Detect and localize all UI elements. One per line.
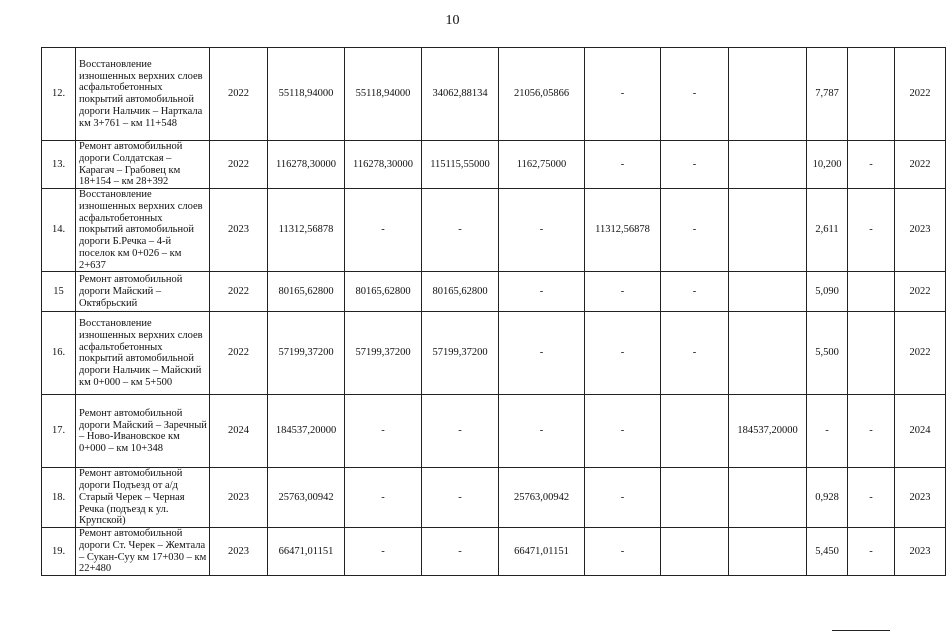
start-year: 2023 [210,528,268,576]
cost-col-2: 57199,37200 [422,312,499,395]
cost-col-2: 34062,88134 [422,48,499,141]
start-year: 2022 [210,141,268,189]
total-cost: 55118,94000 [268,48,345,141]
end-year: 2023 [895,468,946,528]
cost-col-3: 66471,01151 [499,528,585,576]
extra-col [848,312,895,395]
cost-col-1: 116278,30000 [345,141,422,189]
cost-col-2: - [422,528,499,576]
road-name: Восстановление изношенных верхних слоев асфальтобетонных покрытий автомобильной дороги Нальчик – Нарткала км 3+761 – км 11+548 [76,48,210,141]
cost-col-1: - [345,528,422,576]
length-km: 5,090 [807,272,848,312]
table-row [42,48,946,141]
total-cost: 80165,62800 [268,272,345,312]
row-number: 15 [42,272,76,312]
footer-line [832,630,890,631]
cost-col-2: - [422,395,499,468]
cost-col-6: 184537,20000 [729,395,807,468]
end-year: 2022 [895,48,946,141]
cost-col-2: - [422,468,499,528]
length-km: 10,200 [807,141,848,189]
cost-col-6 [729,189,807,272]
cost-col-2: 80165,62800 [422,272,499,312]
length-km: 5,450 [807,528,848,576]
extra-col: - [848,528,895,576]
start-year: 2022 [210,312,268,395]
cost-col-4: 11312,56878 [585,189,661,272]
cost-col-5: - [661,141,729,189]
total-cost: 25763,00942 [268,468,345,528]
end-year: 2022 [895,141,946,189]
cost-col-5: - [661,189,729,272]
cost-col-3: 1162,75000 [499,141,585,189]
cost-col-4: - [585,395,661,468]
extra-col: - [848,468,895,528]
start-year: 2023 [210,468,268,528]
end-year: 2022 [895,272,946,312]
cost-col-5 [661,395,729,468]
end-year: 2022 [895,312,946,395]
cost-col-1: - [345,468,422,528]
end-year: 2023 [895,528,946,576]
road-name: Ремонт автомобильной дороги Солдатская – Карагач – Грабовец км 18+154 – км 28+392 [76,141,210,189]
start-year: 2022 [210,272,268,312]
road-name: Ремонт автомобильной дороги Майский – Заречный – Ново-Ивановское км 0+000 – км 10+348 [76,395,210,468]
cost-col-3: - [499,189,585,272]
extra-col: - [848,395,895,468]
cost-col-5: - [661,312,729,395]
table-row [42,528,946,576]
length-km: - [807,395,848,468]
row-number: 16. [42,312,76,395]
total-cost: 116278,30000 [268,141,345,189]
length-km: 0,928 [807,468,848,528]
extra-col: - [848,189,895,272]
total-cost: 184537,20000 [268,395,345,468]
cost-col-5 [661,468,729,528]
table-row [42,189,946,272]
cost-col-3: - [499,395,585,468]
row-number: 19. [42,528,76,576]
road-works-table [41,47,946,576]
road-name: Ремонт автомобильной дороги Майский – Октябрьский [76,272,210,312]
road-name: Ремонт автомобильной дороги Ст. Черек – Жемтала – Сукан-Суу км 17+030 – км 22+480 [76,528,210,576]
cost-col-3: - [499,272,585,312]
cost-col-1: - [345,395,422,468]
cost-col-5: - [661,272,729,312]
length-km: 7,787 [807,48,848,141]
road-name: Ремонт автомобильной дороги Подъезд от а/д Старый Черек – Черная Речка (подъезд к ул. Крупской) [76,468,210,528]
cost-col-6 [729,48,807,141]
table-row [42,312,946,395]
end-year: 2024 [895,395,946,468]
road-name: Восстановление изношенных верхних слоев асфальтобетонных покрытий автомобильной дороги Б.Речка – 4-й поселок км 0+026 – км 2+637 [76,189,210,272]
row-number: 18. [42,468,76,528]
table-row [42,141,946,189]
row-number: 13. [42,141,76,189]
cost-col-4: - [585,312,661,395]
cost-col-6 [729,141,807,189]
cost-col-3: 21056,05866 [499,48,585,141]
cost-col-1: - [345,189,422,272]
start-year: 2022 [210,48,268,141]
cost-col-2: 115115,55000 [422,141,499,189]
start-year: 2023 [210,189,268,272]
cost-col-2: - [422,189,499,272]
cost-col-6 [729,528,807,576]
cost-col-3: - [499,312,585,395]
row-number: 17. [42,395,76,468]
table-row [42,272,946,312]
table-row [42,468,946,528]
total-cost: 66471,01151 [268,528,345,576]
cost-col-6 [729,468,807,528]
cost-col-4: - [585,272,661,312]
row-number: 12. [42,48,76,141]
cost-col-5: - [661,48,729,141]
length-km: 5,500 [807,312,848,395]
cost-col-4: - [585,141,661,189]
cost-col-1: 57199,37200 [345,312,422,395]
extra-col [848,272,895,312]
page-number: 10 [445,13,460,28]
row-number: 14. [42,189,76,272]
total-cost: 11312,56878 [268,189,345,272]
end-year: 2023 [895,189,946,272]
table-row [42,395,946,468]
cost-col-1: 55118,94000 [345,48,422,141]
road-name: Восстановление изношенных верхних слоев асфальтобетонных покрытий автомобильной дороги Нальчик – Майский км 0+000 – км 5+500 [76,312,210,395]
cost-col-6 [729,312,807,395]
cost-col-3: 25763,00942 [499,468,585,528]
start-year: 2024 [210,395,268,468]
extra-col: - [848,141,895,189]
cost-col-4: - [585,468,661,528]
cost-col-4: - [585,48,661,141]
length-km: 2,611 [807,189,848,272]
cost-col-1: 80165,62800 [345,272,422,312]
extra-col [848,48,895,141]
total-cost: 57199,37200 [268,312,345,395]
cost-col-6 [729,272,807,312]
cost-col-4: - [585,528,661,576]
cost-col-5 [661,528,729,576]
